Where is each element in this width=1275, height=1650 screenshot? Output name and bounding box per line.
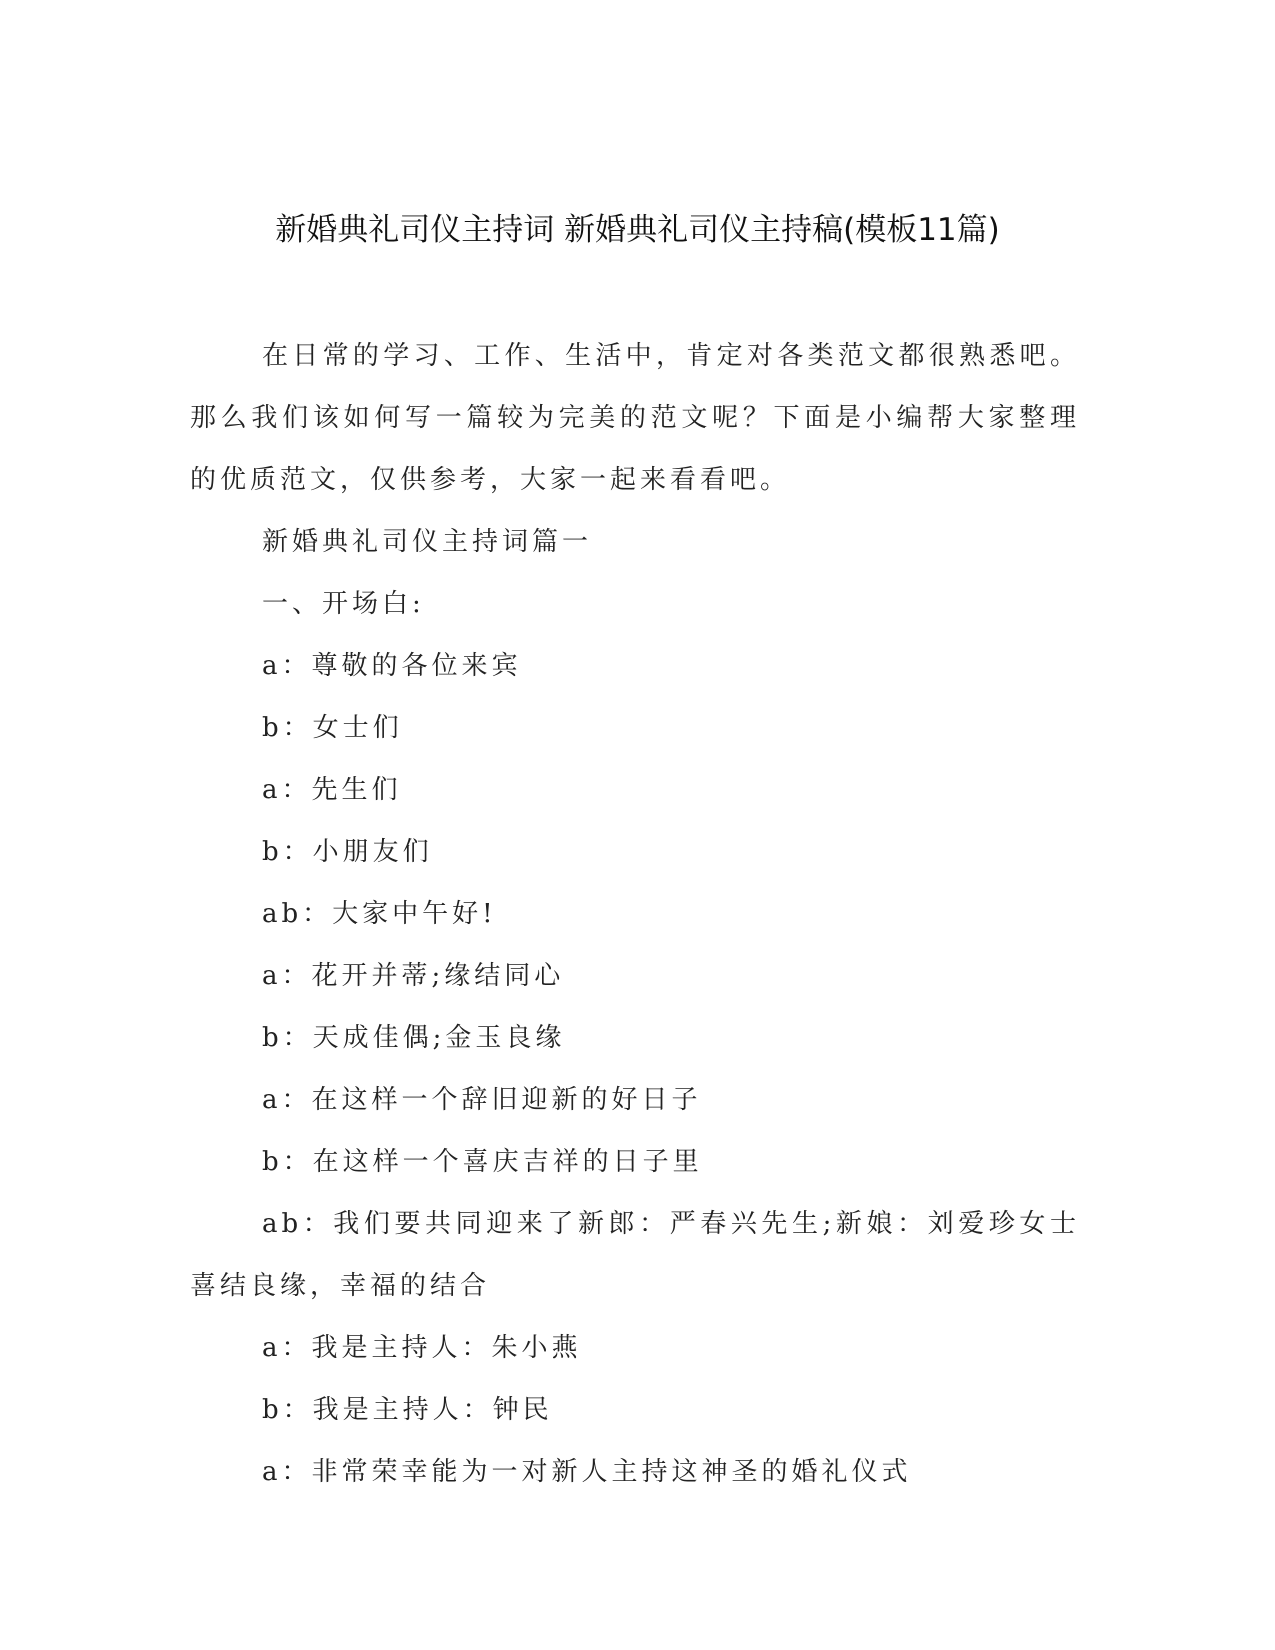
dialogue-line: a：非常荣幸能为一对新人主持这神圣的婚礼仪式 [262, 1457, 912, 1487]
dialogue-line: ab：大家中午好! [262, 899, 497, 929]
document-body [190, 325, 1080, 1503]
dialogue-line: b：天成佳偶;金玉良缘 [262, 1023, 566, 1053]
dialogue-line: a：花开并蒂;缘结同心 [262, 961, 565, 991]
document-title: 新婚典礼司仪主持词 新婚典礼司仪主持稿(模板11篇) [275, 212, 1000, 248]
subsection-heading: 一、开场白: [262, 589, 425, 619]
dialogue-line: b：我是主持人：钟民 [262, 1395, 553, 1425]
dialogue-line: a：在这样一个辞旧迎新的好日子 [262, 1085, 702, 1115]
dialogue-line: a：我是主持人：朱小燕 [262, 1333, 582, 1363]
intro-paragraph: 在日常的学习、工作、生活中，肯定对各类范文都很熟悉吧。那么我们该如何写一篇较为完美的范文呢？下面是小编帮大家整理的优质范文，仅供参考，大家一起来看看吧。 [190, 341, 1080, 495]
dialogue-line: b：女士们 [262, 713, 403, 743]
dialogue-line: ab：我们要共同迎来了新郎：严春兴先生;新娘：刘爱珍女士喜结良缘，幸福的结合 [190, 1209, 1080, 1301]
dialogue-line: b：在这样一个喜庆吉祥的日子里 [262, 1147, 703, 1177]
dialogue-line: a：尊敬的各位来宾 [262, 651, 522, 681]
section-heading: 新婚典礼司仪主持词篇一 [262, 527, 593, 557]
dialogue-line: b：小朋友们 [262, 837, 433, 867]
dialogue-line: a：先生们 [262, 775, 402, 805]
